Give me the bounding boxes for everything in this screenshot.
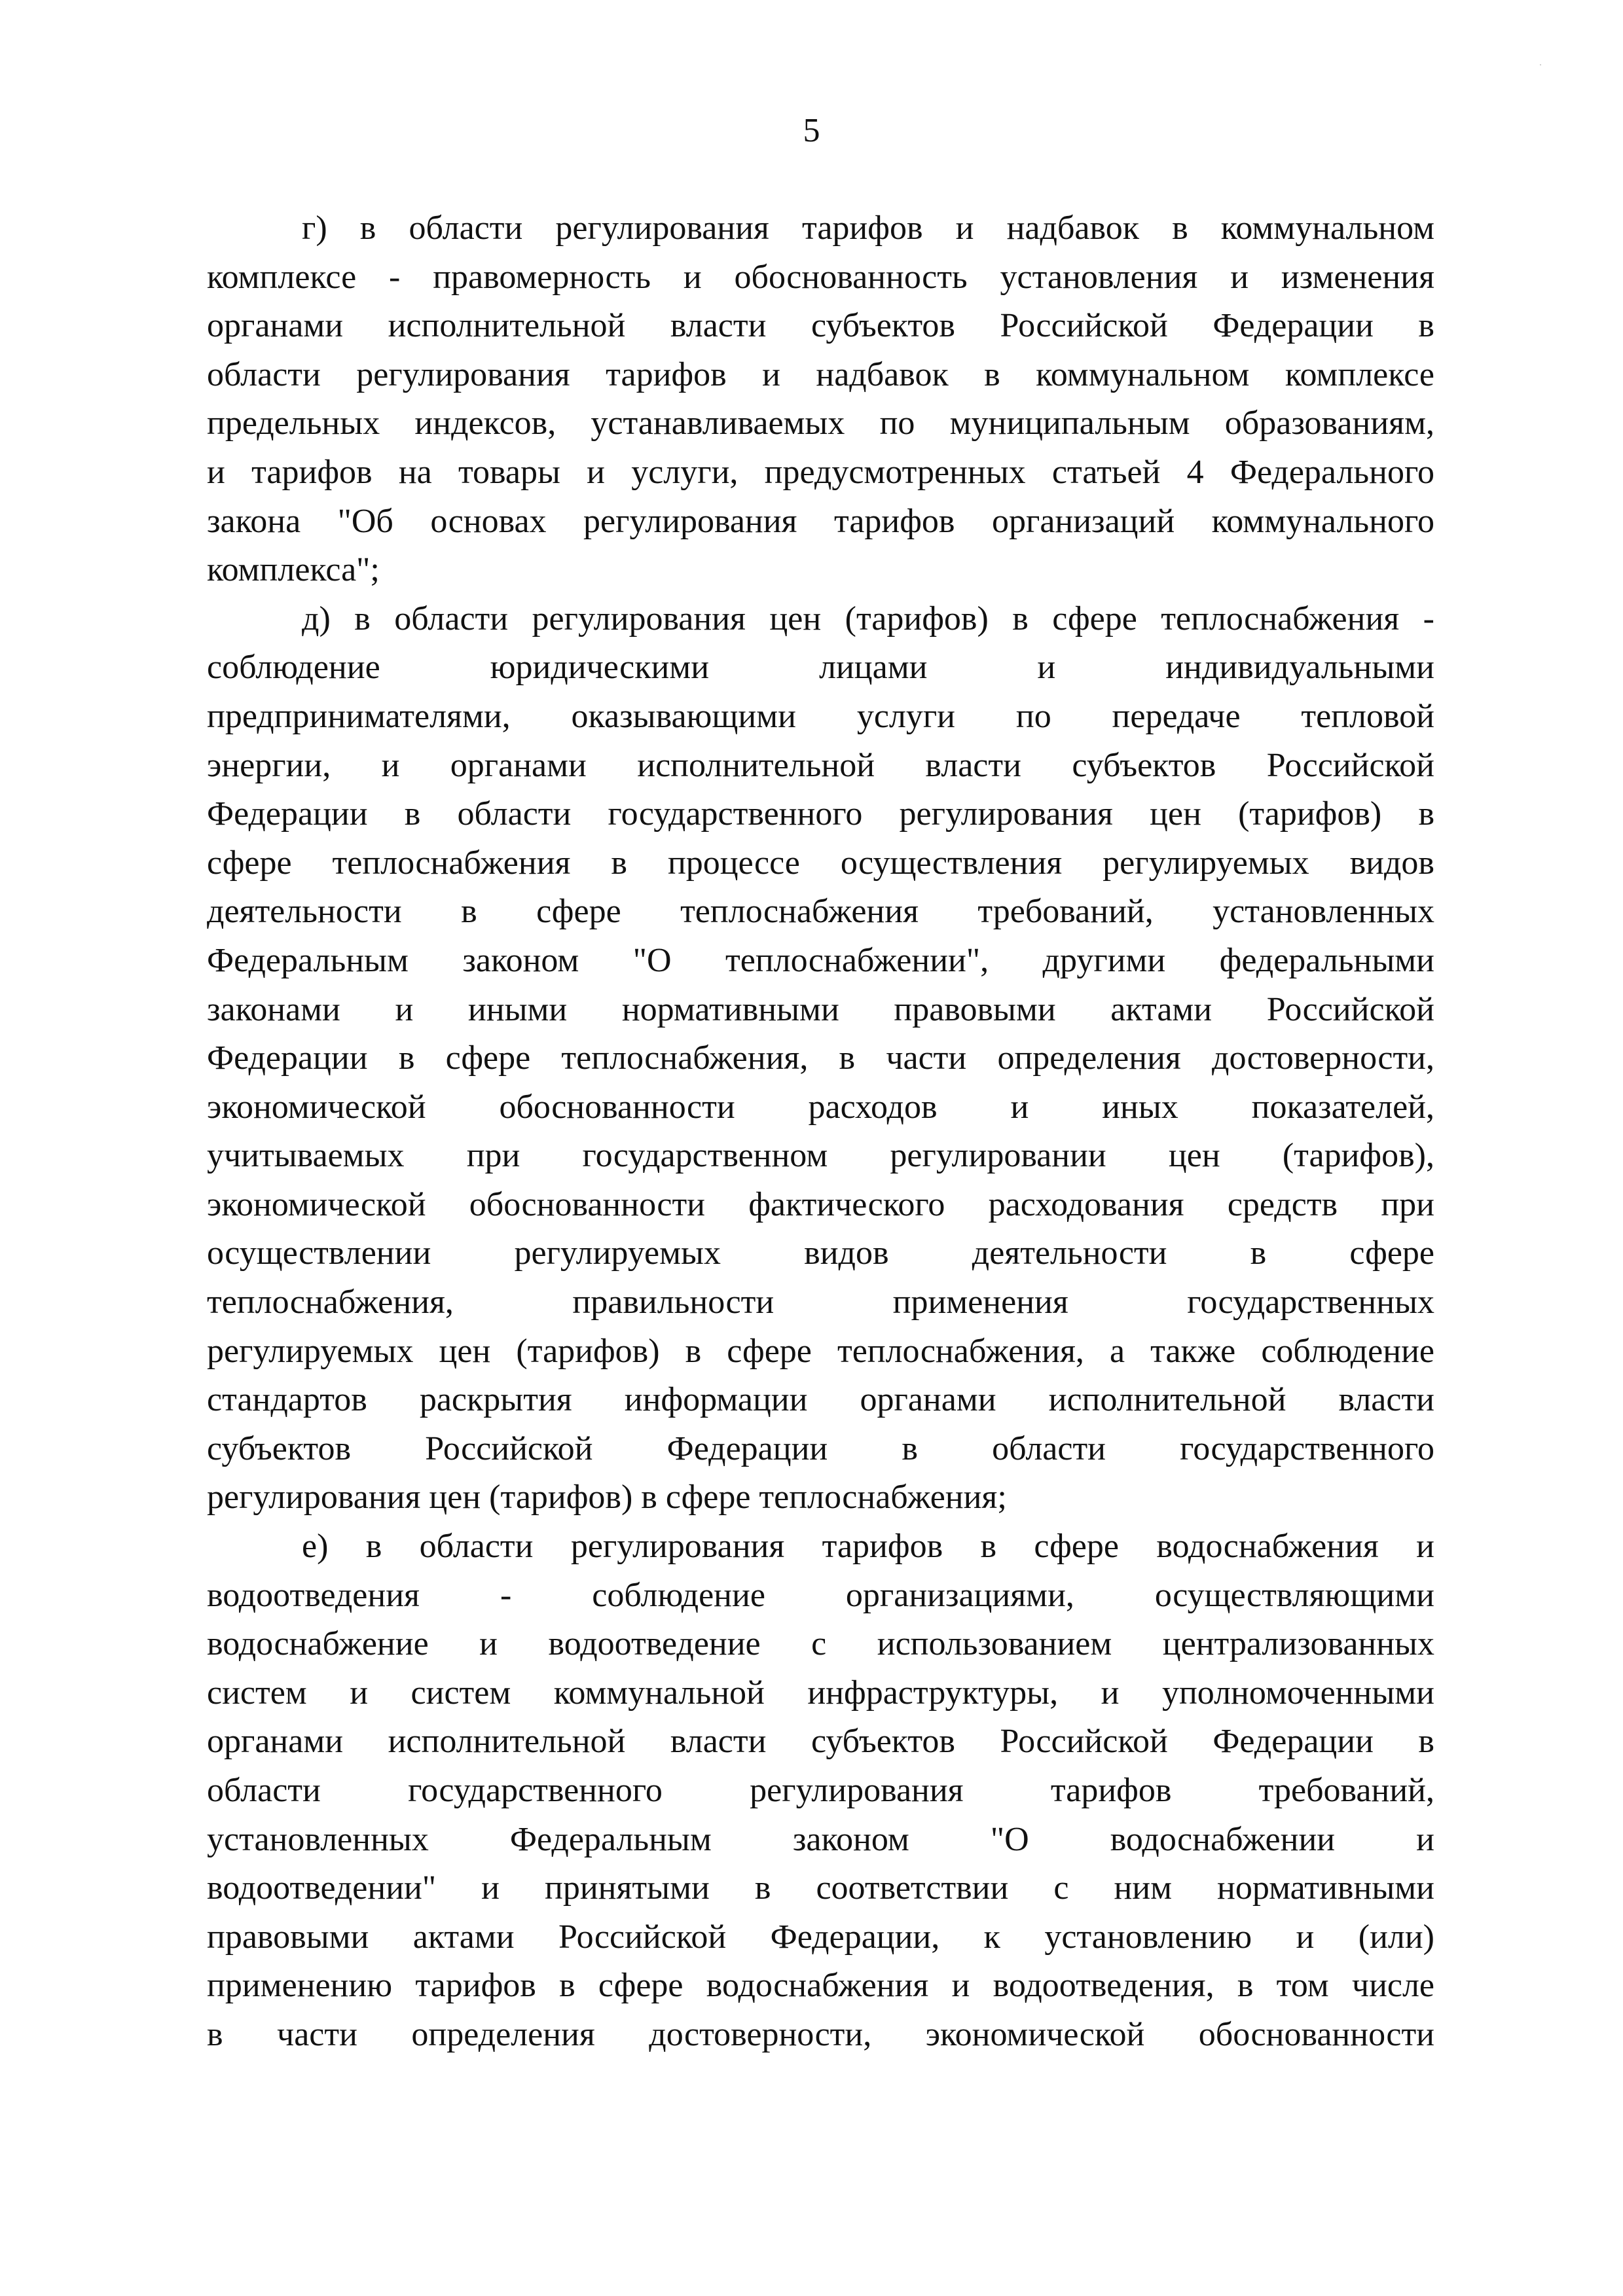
text-line: в части определения достоверности, экономической обоснованности [207, 2015, 1434, 2053]
text-line: Федерации в области государственного регулирования цен (тарифов) в [207, 795, 1434, 833]
text-line: г) в области регулирования тарифов и надбавок в коммунальном [302, 209, 1434, 247]
text-line: правовыми актами Российской Федерации, к установлению и (или) [207, 1918, 1434, 1956]
text-line: Федерации в сфере теплоснабжения, в части определения достоверности, [207, 1039, 1434, 1077]
text-line: области государственного регулирования тарифов требований, [207, 1772, 1434, 1809]
text-line: области регулирования тарифов и надбавок в коммунальном комплексе [207, 355, 1434, 393]
text-line: е) в области регулирования тарифов в сфере водоснабжения и [302, 1528, 1434, 1566]
text-line: комплекса"; [207, 551, 380, 589]
text-line: соблюдение юридическими лицами и индивидуальными [207, 649, 1434, 687]
text-line: предельных индексов, устанавливаемых по муниципальным образованиям, [207, 404, 1434, 442]
text-line: законами и иными нормативными правовыми актами Российской [207, 990, 1434, 1028]
text-line: экономической обоснованности фактического расходования средств при [207, 1185, 1434, 1223]
text-line: водоснабжение и водоотведение с использованием централизованных [207, 1625, 1434, 1663]
text-line: осуществлении регулируемых видов деятельности в сфере [207, 1234, 1434, 1272]
text-line: водоотведении" и принятыми в соответствии с ним нормативными [207, 1869, 1434, 1907]
paragraph-g [207, 204, 1434, 595]
text-line: стандартов раскрытия информации органами исполнительной власти [207, 1381, 1434, 1419]
document-body [207, 204, 1434, 2060]
text-line: органами исполнительной власти субъектов Российской Федерации в [207, 307, 1434, 345]
text-line: регулирования цен (тарифов) в сфере теплоснабжения; [207, 1479, 1007, 1516]
scan-speck [1540, 64, 1541, 65]
text-line: органами исполнительной власти субъектов Российской Федерации в [207, 1723, 1434, 1761]
text-line: регулируемых цен (тарифов) в сфере теплоснабжения, а также соблюдение [207, 1332, 1434, 1370]
text-line: учитываемых при государственном регулировании цен (тарифов), [207, 1137, 1434, 1175]
text-line: и тарифов на товары и услуги, предусмотренных статьей 4 Федерального [207, 453, 1434, 491]
text-line: сфере теплоснабжения в процессе осуществления регулируемых видов [207, 844, 1434, 882]
paragraph-d [207, 595, 1434, 1522]
text-line: теплоснабжения, правильности применения государственных [207, 1283, 1434, 1321]
text-line: комплексе - правомерность и обоснованность установления и изменения [207, 258, 1434, 296]
text-line: энергии, и органами исполнительной власти субъектов Российской [207, 746, 1434, 784]
text-line: Федеральным законом "О теплоснабжении", другими федеральными [207, 941, 1434, 979]
text-line: д) в области регулирования цен (тарифов) в сфере теплоснабжения - [302, 600, 1434, 637]
text-line: предпринимателями, оказывающими услуги по передаче тепловой [207, 697, 1434, 735]
text-line: водоотведения - соблюдение организациями, осуществляющими [207, 1576, 1434, 1614]
text-line: субъектов Российской Федерации в области государственного [207, 1429, 1434, 1467]
page-number: 5 [803, 112, 820, 149]
text-line: экономической обоснованности расходов и иных показателей, [207, 1088, 1434, 1126]
text-line: систем и систем коммунальной инфраструктуры, и уполномоченными [207, 1674, 1434, 1712]
paragraph-e [207, 1522, 1434, 2060]
text-line: установленных Федеральным законом "О водоснабжении и [207, 1820, 1434, 1858]
text-line: деятельности в сфере теплоснабжения требований, установленных [207, 893, 1434, 931]
text-line: применению тарифов в сфере водоснабжения и водоотведения, в том числе [207, 1967, 1434, 2005]
text-line: закона "Об основах регулирования тарифов организаций коммунального [207, 502, 1434, 540]
